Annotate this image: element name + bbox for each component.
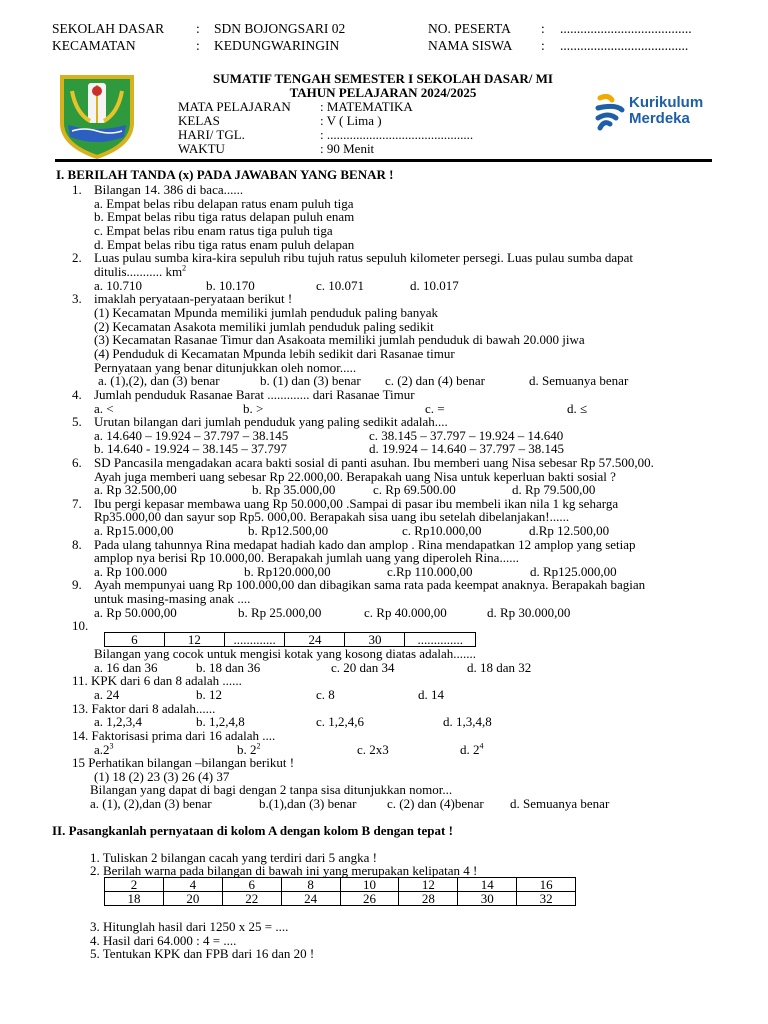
option-c[interactable]: c. 38.145 – 37.797 – 19.924 – 14.640 (369, 428, 564, 443)
question-2-text: Luas pulau sumba kira-kira sepuluh ribu tujuh ratus sepuluh kilometer persegi. Luas pulau sumba dapat (94, 250, 634, 265)
option-d[interactable]: d. 1,3,4,8 (443, 714, 492, 729)
essay-item-2: 2. Berilah warna pada bilangan di bawah ini yang merupakan kelipatan 4 ! (90, 863, 478, 878)
statement-1: (1) Kecamatan Mpunda memiliki jumlah penduduk paling banyak (94, 305, 439, 320)
option-c[interactable]: c. (2) dan (4)benar (387, 796, 484, 811)
number-cell[interactable]: 16 (517, 878, 576, 892)
option-d[interactable]: d. 18 dan 32 (467, 660, 532, 675)
class-label: KELAS (178, 113, 220, 128)
number-cell[interactable]: 26 (340, 892, 399, 906)
question-3-text: imaklah peryataan-peryataan berikut ! (94, 291, 293, 306)
option-d[interactable]: d. Rp 30.000,00 (487, 605, 571, 620)
option-d[interactable]: d. ≤ (567, 401, 588, 416)
question-number: 9. (72, 577, 82, 592)
section-2-title: II. Pasangkanlah pernyataan di kolom A dengan kolom B dengan tepat ! (52, 823, 453, 838)
multiples-table (104, 877, 576, 906)
option-c[interactable]: c.Rp 110.000,00 (387, 564, 473, 579)
class-value: : V ( Lima ) (320, 113, 382, 128)
question-9-text: Ayah mempunyai uang Rp 100.000,00 dan dibagikan sama rata pada keempat anaknya. Berapakah bagian (94, 577, 646, 592)
option-a[interactable]: a. Rp 32.500,00 (94, 482, 177, 497)
exam-title: SUMATIF TENGAH SEMESTER I SEKOLAH DASAR/ MI (213, 71, 553, 86)
exam-number-label: NO. PESERTA (428, 21, 511, 36)
option-b[interactable]: b. 1,2,4,8 (196, 714, 245, 729)
option-d[interactable]: d. $2^4$ (460, 741, 484, 757)
option-b[interactable]: b. 18 dan 36 (196, 660, 261, 675)
option-b[interactable]: b. 14.640 - 19.924 – 38.145 – 37.797 (94, 441, 287, 456)
question-4-text: Jumlah penduduk Rasanae Barat ............. dari Rasanae Timur (94, 387, 415, 402)
colon: : (541, 21, 545, 36)
option-d[interactable]: d. 10.017 (410, 278, 459, 293)
number-cell[interactable]: 18 (105, 892, 164, 906)
question-8-text: Pada ulang tahunnya Rina medapat hadiah kado dan amplop . Rina mendapatkan 12 amplop yang setiap (94, 537, 636, 552)
section-1-title: I. BERILAH TANDA (x) PADA JAWABAN YANG BENAR ! (56, 167, 394, 182)
statement-4: (4) Penduduk di Kecamatan Mpunda lebih sedikit dari Rasanae timur (94, 346, 455, 361)
number-cell[interactable]: 2 (105, 878, 164, 892)
option-c[interactable]: c. 8 (316, 687, 335, 702)
option-c[interactable]: c. 1,2,4,6 (316, 714, 365, 729)
pattern-cell: 12 (164, 633, 224, 647)
day-date-label: HARI/ TGL. (178, 127, 245, 142)
option-d[interactable]: d. 14 (418, 687, 444, 702)
option-a[interactable]: a. (1), (2),dan (3) benar (90, 796, 212, 811)
pattern-cell: 30 (345, 633, 405, 647)
number-cell[interactable]: 6 (222, 878, 281, 892)
option-d[interactable]: d. 19.924 – 14.640 – 37.797 – 38.145 (369, 441, 564, 456)
subject-label: MATA PELAJARAN (178, 99, 291, 114)
number-cell[interactable]: 4 (163, 878, 222, 892)
question-6-text: SD Pancasila mengadakan acara bakti sosial di panti asuhan. Ibu memberi uang Nisa sebesar Rp 57.500,00. (94, 455, 654, 470)
option-b[interactable]: b. 12 (196, 687, 222, 702)
option-a[interactable]: a. Rp15.000,00 (94, 523, 174, 538)
option-c[interactable]: c. 20 dan 34 (331, 660, 395, 675)
header-divider (55, 159, 712, 162)
number-cell[interactable]: 24 (281, 892, 340, 906)
option-b[interactable]: b. Rp120.000,00 (244, 564, 331, 579)
option-c[interactable]: c. Empat belas ribu enam ratus tiga puluh tiga (94, 223, 333, 238)
essay-item-3: 3. Hitunglah hasil dari 1250 x 25 = .... (90, 919, 289, 934)
option-a[interactable]: a. (1),(2), dan (3) benar (98, 373, 220, 388)
option-b[interactable]: b. (1) dan (3) benar (260, 373, 361, 388)
colon: : (196, 21, 200, 36)
option-a[interactable]: a. 10.710 (94, 278, 143, 293)
option-b[interactable]: b. 10.170 (206, 278, 255, 293)
kurikulum-merdeka-logo-icon (594, 94, 626, 132)
option-b[interactable]: b. Rp 35.000,00 (252, 482, 336, 497)
number-cell[interactable]: 14 (458, 878, 517, 892)
number-cell[interactable]: 22 (222, 892, 281, 906)
student-name-label: NAMA SISWA (428, 38, 513, 53)
option-c[interactable]: c. Rp 69.500.00 (373, 482, 456, 497)
question-number: 4. (72, 387, 82, 402)
option-a[interactable]: a. Rp 100.000 (94, 564, 167, 579)
question-number: 8. (72, 537, 82, 552)
essay-item-1: 1. Tuliskan 2 bilangan cacah yang terdiri dari 5 angka ! (90, 850, 378, 865)
number-cell[interactable]: 8 (281, 878, 340, 892)
number-cell[interactable]: 12 (399, 878, 458, 892)
option-c[interactable]: c. 2x3 (357, 742, 389, 757)
question-15-prompt: Bilangan yang dapat di bagi dengan 2 tanpa sisa ditunjukkan nomor... (90, 782, 453, 797)
question-9-text-line2: untuk masing-masing anak .... (94, 591, 251, 606)
pattern-cell: 6 (105, 633, 165, 647)
logo-text-merdeka: Merdeka (629, 110, 690, 127)
essay-item-4: 4. Hasil dari 64.000 : 4 = .... (90, 933, 237, 948)
option-a[interactable]: a. 1,2,3,4 (94, 714, 143, 729)
question-number: 1. (72, 182, 82, 197)
question-15-numbers: (1) 18 (2) 23 (3) 26 (4) 37 (94, 769, 230, 784)
question-6-text-line2: Ayah juga memberi uang sebesar Rp 22.000,00. Berapakah uang Nisa untuk keperluan bakti sosial ? (94, 469, 616, 484)
pattern-blank-cell[interactable]: ............. (224, 633, 285, 647)
subject-value: : MATEMATIKA (320, 99, 413, 114)
question-number: 5. (72, 414, 82, 429)
question-number: 10. (72, 618, 89, 633)
option-d[interactable]: d. Semuanya benar (510, 796, 610, 811)
number-pattern-table (104, 632, 476, 647)
duration-value: : 90 Menit (320, 141, 375, 156)
option-d[interactable]: d.Rp 12.500,00 (529, 523, 610, 538)
option-a[interactable]: a. 16 dan 36 (94, 660, 158, 675)
option-b[interactable]: b.(1),dan (3) benar (259, 796, 357, 811)
option-c[interactable]: c. Rp 40.000,00 (364, 605, 447, 620)
number-cell[interactable]: 32 (517, 892, 576, 906)
number-cell[interactable]: 10 (340, 878, 399, 892)
district-label: KECAMATAN (52, 38, 136, 53)
question-number: 2. (72, 250, 82, 265)
option-a[interactable]: a. Rp 50.000,00 (94, 605, 177, 620)
question-8-text-line2: amplop nya berisi Rp 10.000,00. Berapakah jumlah uang yang diperoleh Rina...... (94, 550, 519, 565)
question-5-text: Urutan bilangan dari jumlah penduduk yang paling sedikit adalah.... (94, 414, 448, 429)
option-d[interactable]: d. Rp 79.500,00 (512, 482, 596, 497)
essay-item-5: 5. Tentukan KPK dan FPB dari 16 dan 20 ! (90, 946, 315, 961)
school-value: SDN BOJONGSARI 02 (214, 21, 346, 36)
option-c[interactable]: c. 10.071 (316, 278, 365, 293)
question-10-text: Bilangan yang cocok untuk mengisi kotak yang kosong diatas adalah....... (94, 646, 476, 661)
option-d[interactable]: d. Semuanya benar (529, 373, 629, 388)
option-d[interactable]: d. Empat belas ribu tiga ratus enam puluh delapan (94, 237, 355, 252)
number-cell[interactable]: 28 (399, 892, 458, 906)
question-15-text: 15 Perhatikan bilangan –bilangan berikut ! (72, 755, 295, 770)
duration-label: WAKTU (178, 141, 225, 156)
day-date-field[interactable]: : ............................................. (320, 127, 474, 142)
option-c[interactable]: c. (2) dan (4) benar (385, 373, 485, 388)
option-d[interactable]: d. Rp125.000,00 (530, 564, 617, 579)
option-c[interactable]: c. = (425, 401, 445, 416)
option-a[interactable]: a. 24 (94, 687, 120, 702)
question-number: 7. (72, 496, 82, 511)
question-1-text: Bilangan 14. 386 di baca...... (94, 182, 244, 197)
statement-3: (3) Kecamatan Rasanae Timur dan Asakoata memiliki jumlah penduduk di bawah 20.000 jiwa (94, 332, 585, 347)
question-3-prompt: Pernyataan yang benar ditunjukkan oleh nomor..... (94, 360, 357, 375)
colon: : (541, 38, 545, 53)
option-b[interactable]: b. $2^2$ (237, 741, 261, 757)
student-name-field[interactable]: ...................................... (560, 38, 689, 53)
colon: : (196, 38, 200, 53)
option-a[interactable]: a. Empat belas ribu delapan ratus enam puluh tiga (94, 196, 354, 211)
academic-year: TAHUN PELAJARAN 2024/2025 (289, 85, 477, 100)
regency-emblem-icon (58, 73, 136, 159)
question-7-text: Ibu pergi kepasar membawa uang Rp 50.000,00 .Sampai di pasar ibu membeli ikan nila 1 kg seharga (94, 496, 619, 511)
pattern-blank-cell[interactable]: .............. (405, 633, 476, 647)
question-11-text: 11. KPK dari 6 dan 8 adalah ...... (72, 673, 242, 688)
school-label: SEKOLAH DASAR (52, 21, 165, 36)
option-a[interactable]: $a.2^3$ (94, 741, 114, 757)
option-b[interactable]: b. Rp 25.000,00 (238, 605, 322, 620)
statement-2: (2) Kecamatan Asakota memiliki jumlah penduduk paling sedikit (94, 319, 434, 334)
number-cell[interactable]: 30 (458, 892, 517, 906)
option-b[interactable]: b. > (243, 401, 264, 416)
question-7-text-line2: Rp35.000,00 dan sayur sop Rp5. 000,00. Berapakah sisa uang ibu setelah dibelanjakan!...... (94, 509, 570, 524)
number-cell[interactable]: 20 (163, 892, 222, 906)
option-a[interactable]: a. < (94, 401, 114, 416)
option-c[interactable]: c. Rp10.000,00 (402, 523, 482, 538)
logo-text-kurikulum: Kurikulum (629, 94, 704, 111)
pattern-cell: 24 (285, 633, 345, 647)
question-number: 3. (72, 291, 82, 306)
option-b[interactable]: b. Rp12.500,00 (248, 523, 329, 538)
district-value: KEDUNGWARINGIN (214, 38, 340, 53)
question-13-text: 13. Faktor dari 8 adalah...... (72, 701, 216, 716)
question-14-text: 14. Faktorisasi prima dari 16 adalah .... (72, 728, 276, 743)
question-2-text-line2: ditulis........... $km^2$ (94, 263, 187, 279)
exam-number-field[interactable]: ....................................... (560, 21, 692, 36)
question-number: 6. (72, 455, 82, 470)
option-a[interactable]: a. 14.640 – 19.924 – 37.797 – 38.145 (94, 428, 289, 443)
option-b[interactable]: b. Empat belas ribu tiga ratus delapan puluh enam (94, 209, 355, 224)
